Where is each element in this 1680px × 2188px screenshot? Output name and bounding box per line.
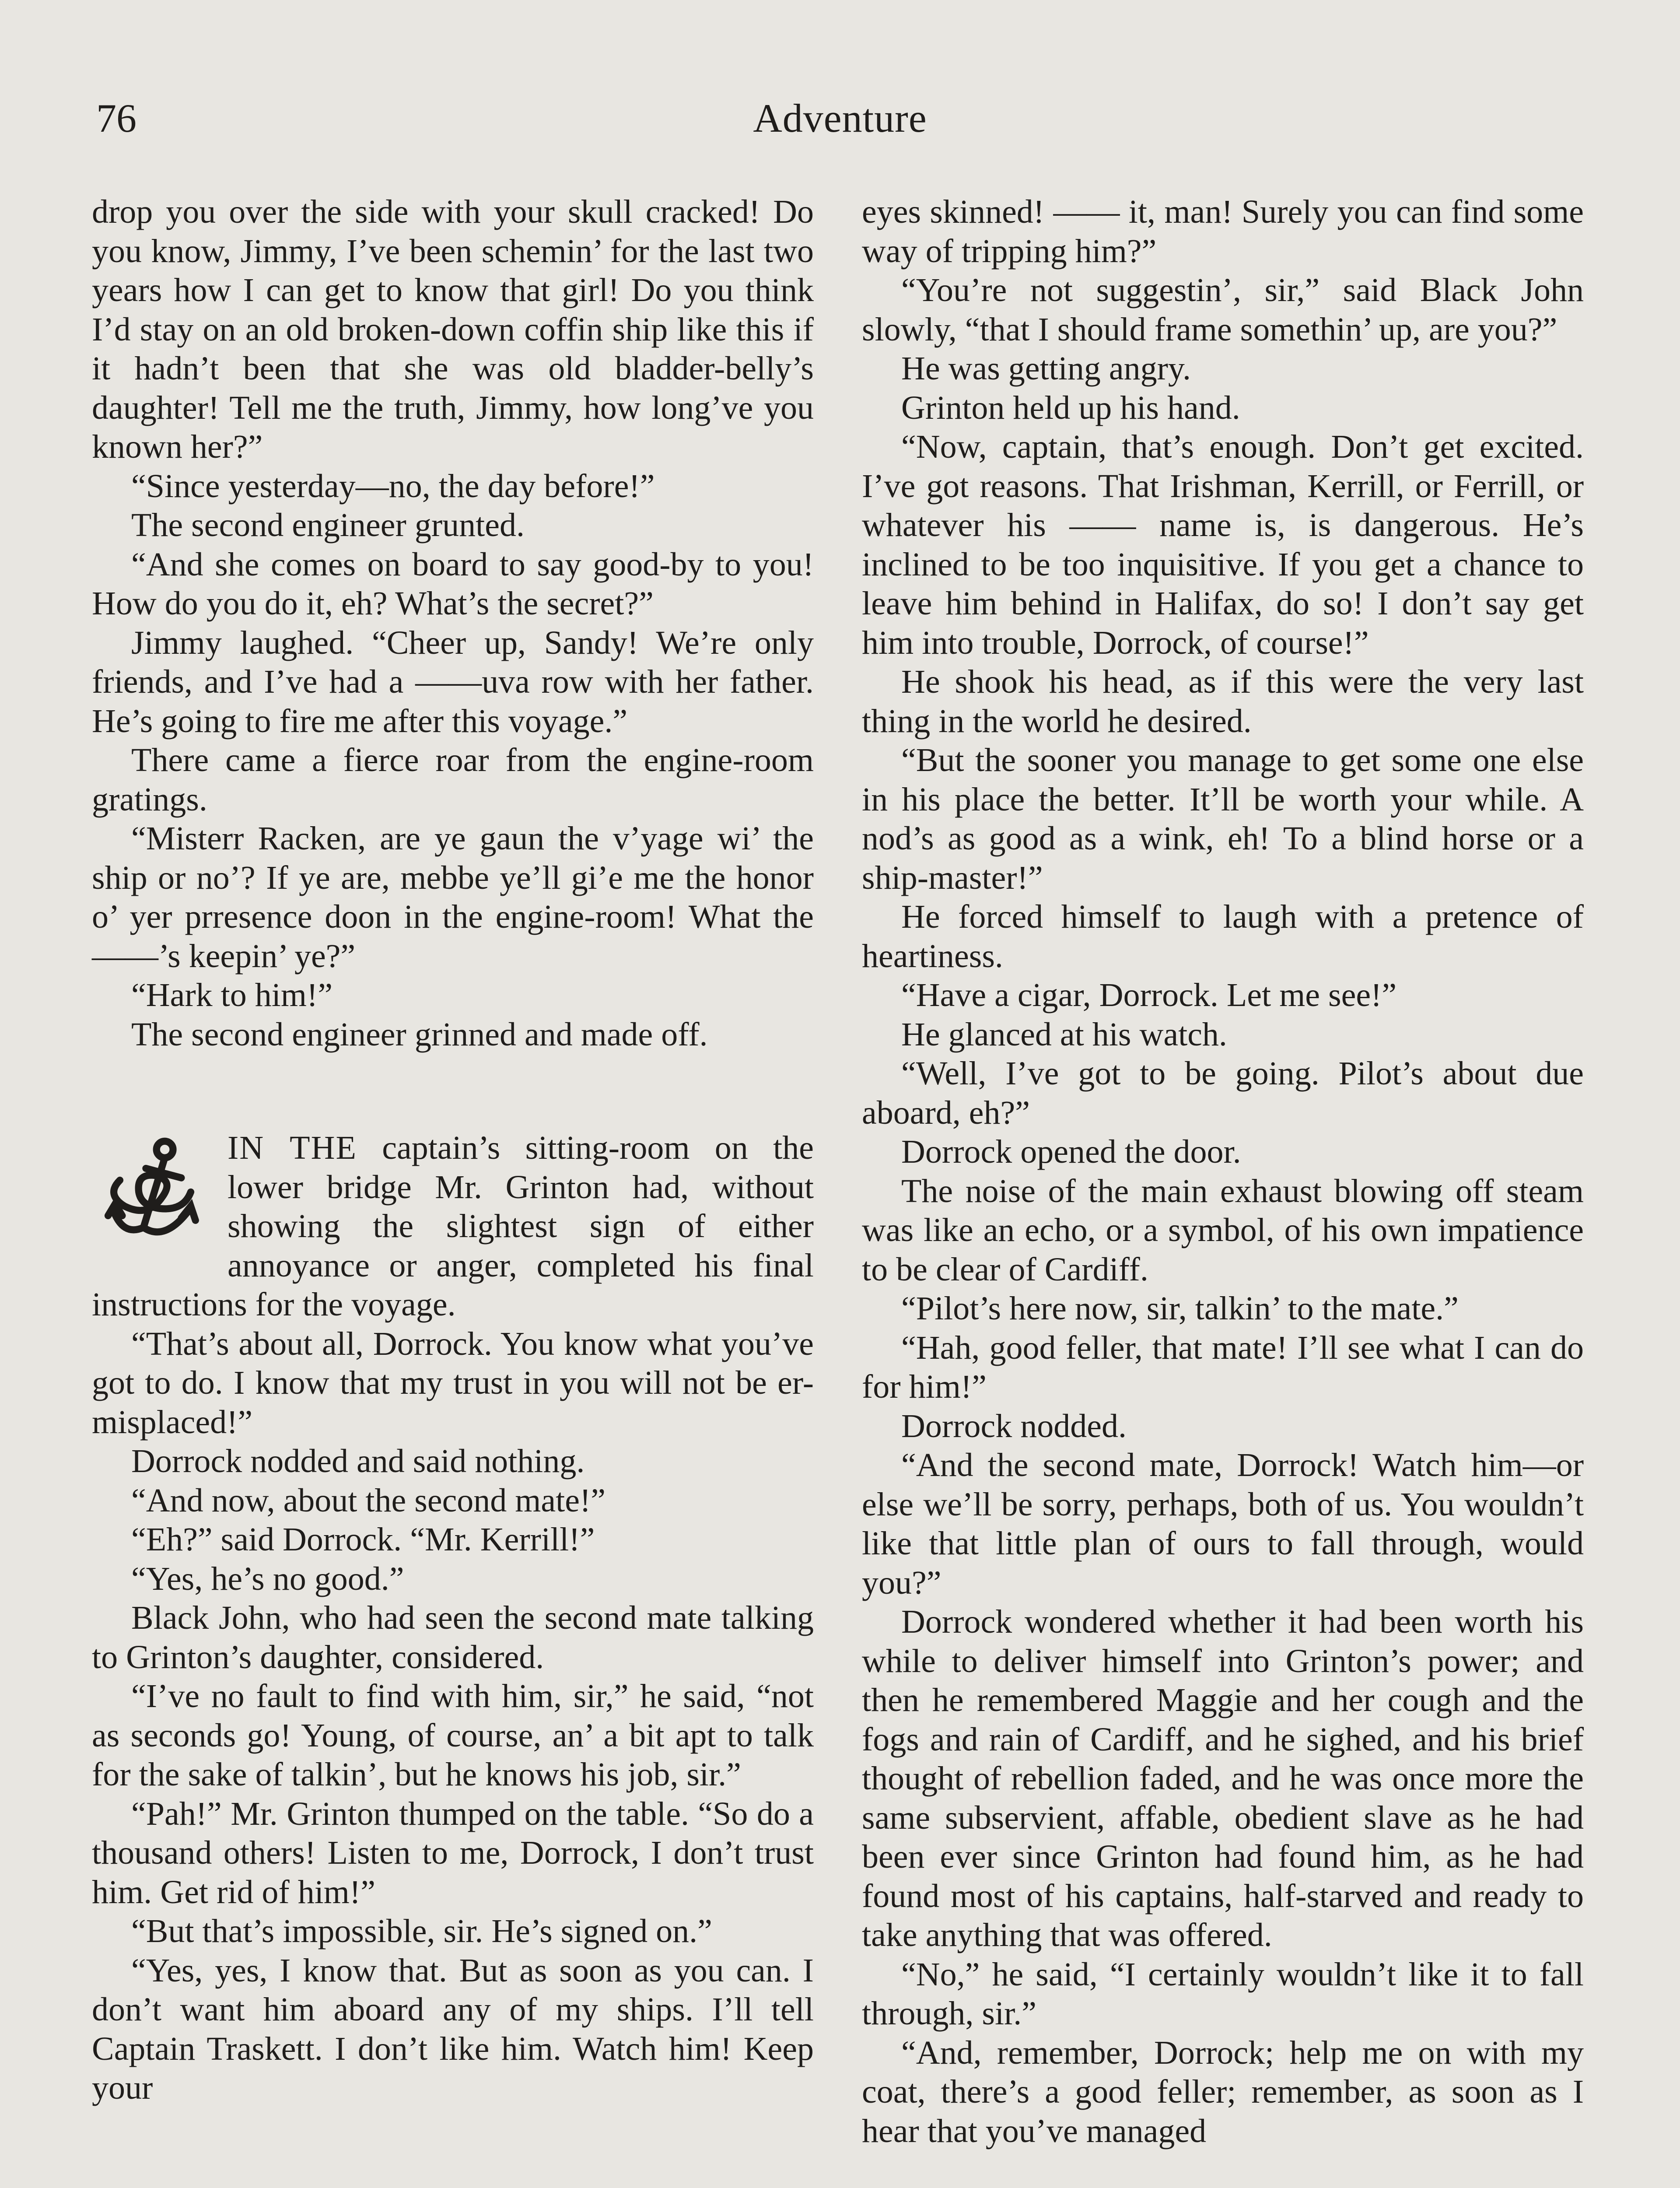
section-opening-text: captain’s sitting-room on the lower bridge Mr. Grinton had, without showing the slightest sign of either annoyance or anger, completed his final instructions for the voyage. xyxy=(92,1129,814,1323)
paragraph: Jimmy laughed. “Cheer up, Sandy! We’re only friends, and I’ve had a ——uva row with her father. He’s going to fire me after this voyage.” xyxy=(92,624,814,740)
section-opening-caps: IN THE xyxy=(228,1129,357,1166)
paragraph: Dorrock nodded and said nothing. xyxy=(131,1443,585,1480)
paragraph: “That’s about all, Dorrock. You know what you’ve got to do. I know that my trust in you will not be er-misplaced!” xyxy=(92,1325,814,1441)
paragraph: “And, remember, Dorrock; help me on with my coat, there’s a good feller; remember, as soon as I hear that you’ve managed xyxy=(862,2034,1584,2149)
anchor-ornament-svg xyxy=(92,1133,219,1251)
paragraph: He was getting angry. xyxy=(901,350,1191,387)
paragraph: Black John, who had seen the second mate talking to Grinton’s daughter, considered. xyxy=(92,1599,814,1676)
paragraph: “Well, I’ve got to be going. Pilot’s about due aboard, eh?” xyxy=(862,1055,1584,1131)
paragraph: “Eh?” said Dorrock. “Mr. Kerrill!” xyxy=(131,1521,595,1558)
paragraph: There came a fierce roar from the engine-room gratings. xyxy=(92,742,814,818)
paragraph: “I’ve no fault to find with him, sir,” he said, “not as seconds go! Young, of course, an’ a bit apt to talk for the sake of talkin’, but he knows his job, sir.” xyxy=(92,1678,814,1793)
left-column xyxy=(92,193,814,2108)
paragraph: “Pah!” Mr. Grinton thumped on the table. “So do a thousand others! Listen to me, Dorrock, I don’t trust him. Get rid of him!” xyxy=(92,1795,814,1911)
paragraph: eyes skinned! —— it, man! Surely you can find some way of tripping him?” xyxy=(862,193,1584,270)
paragraph: “No,” he said, “I certainly wouldn’t like it to fall through, sir.” xyxy=(862,1956,1584,2032)
paragraph: drop you over the side with your skull cracked! Do you know, Jimmy, I’ve been schemin’ for the last two years how I can get to know that girl! Do you think I’d stay on an old broken-down coffin ship like this if it hadn’t been that she was old bladder-belly’s daughter! Tell me the truth, Jimmy, how long’ve you known her?” xyxy=(92,193,814,465)
paragraph: The second engineer grinned and made off. xyxy=(131,1016,708,1053)
paragraph: “But the sooner you manage to get some one else in his place the better. It’ll be worth your while. A nod’s as good as a wink, eh! To a blind horse or a ship-master!” xyxy=(862,742,1584,896)
page-header xyxy=(96,92,1584,144)
paragraph: The second engineer grunted. xyxy=(131,507,525,543)
paragraph: “And she comes on board to say good-by to you! How do you do it, eh? What’s the secret?” xyxy=(92,546,814,622)
paragraph: “Pilot’s here now, sir, talkin’ to the mate.” xyxy=(901,1290,1459,1327)
section-break xyxy=(92,1054,814,1129)
section-opening-paragraph xyxy=(92,1129,814,1325)
running-title: Adventure xyxy=(753,96,927,140)
paragraph: “And now, about the second mate!” xyxy=(131,1482,606,1519)
paragraph: Dorrock opened the door. xyxy=(901,1133,1241,1170)
right-column xyxy=(862,193,1584,2151)
paragraph: “But that’s impossible, sir. He’s signed on.” xyxy=(131,1913,712,1950)
paragraph: “Yes, yes, I know that. But as soon as you can. I don’t want him aboard any of my ships. I’ll tell Captain Traskett. I don’t like him. Watch him! Keep your xyxy=(92,1952,814,2106)
paragraph: He shook his head, as if this were the very last thing in the world he desired. xyxy=(862,663,1584,740)
paragraph: Grinton held up his hand. xyxy=(901,389,1240,426)
paragraph: “And the second mate, Dorrock! Watch him—or else we’ll be sorry, perhaps, both of us. You wouldn’t like that little plan of ours to fall through, would you?” xyxy=(862,1447,1584,1601)
anchor-ornament-icon xyxy=(92,1133,219,1251)
page-number: 76 xyxy=(96,96,136,140)
paragraph: Dorrock nodded. xyxy=(901,1407,1127,1445)
paragraph: “Hark to him!” xyxy=(131,977,333,1013)
paragraph: “You’re not suggestin’, sir,” said Black John slowly, “that I should frame somethin’ up, are you?” xyxy=(862,272,1584,348)
paragraph: “Yes, he’s no good.” xyxy=(131,1560,404,1597)
paragraph: “Hah, good feller, that mate! I’ll see what I can do for him!” xyxy=(862,1329,1584,1405)
paragraph: “Since yesterday—no, the day before!” xyxy=(131,467,655,505)
paragraph: He glanced at his watch. xyxy=(901,1016,1227,1053)
paragraph: He forced himself to laugh with a pretence of heartiness. xyxy=(862,898,1584,975)
paragraph: “Misterr Racken, are ye gaun the v’yage wi’ the ship or no’? If ye are, mebbe ye’ll gi’e me the honor o’ yer prresence doon in the engine-room! What the ——’s keepin’ ye?” xyxy=(92,820,814,975)
paragraph: “Have a cigar, Dorrock. Let me see!” xyxy=(901,977,1397,1013)
paragraph: The noise of the main exhaust blowing off steam was like an echo, or a symbol, of his own impatience to be clear of Cardiff. xyxy=(862,1172,1584,1288)
paragraph: Dorrock wondered whether it had been worth his while to deliver himself into Grinton’s power; and then he remembered Maggie and her cough and the fogs and rain of Cardiff, and he sighed, and his brief thought of rebellion faded, and he was once more the same subservient, affable, obedient slave as he had been ever since Grinton had found him, as he had found most of his captains, half-starved and ready to take anything that was offered. xyxy=(862,1603,1584,1953)
paragraph: “Now, captain, that’s enough. Don’t get excited. I’ve got reasons. That Irishman, Kerrill, or Ferrill, or whatever his —— name is, is dangerous. He’s inclined to be too inquisitive. If you get a chance to leave him behind in Halifax, do so! I don’t say get him into trouble, Dorrock, of course!” xyxy=(862,428,1584,661)
